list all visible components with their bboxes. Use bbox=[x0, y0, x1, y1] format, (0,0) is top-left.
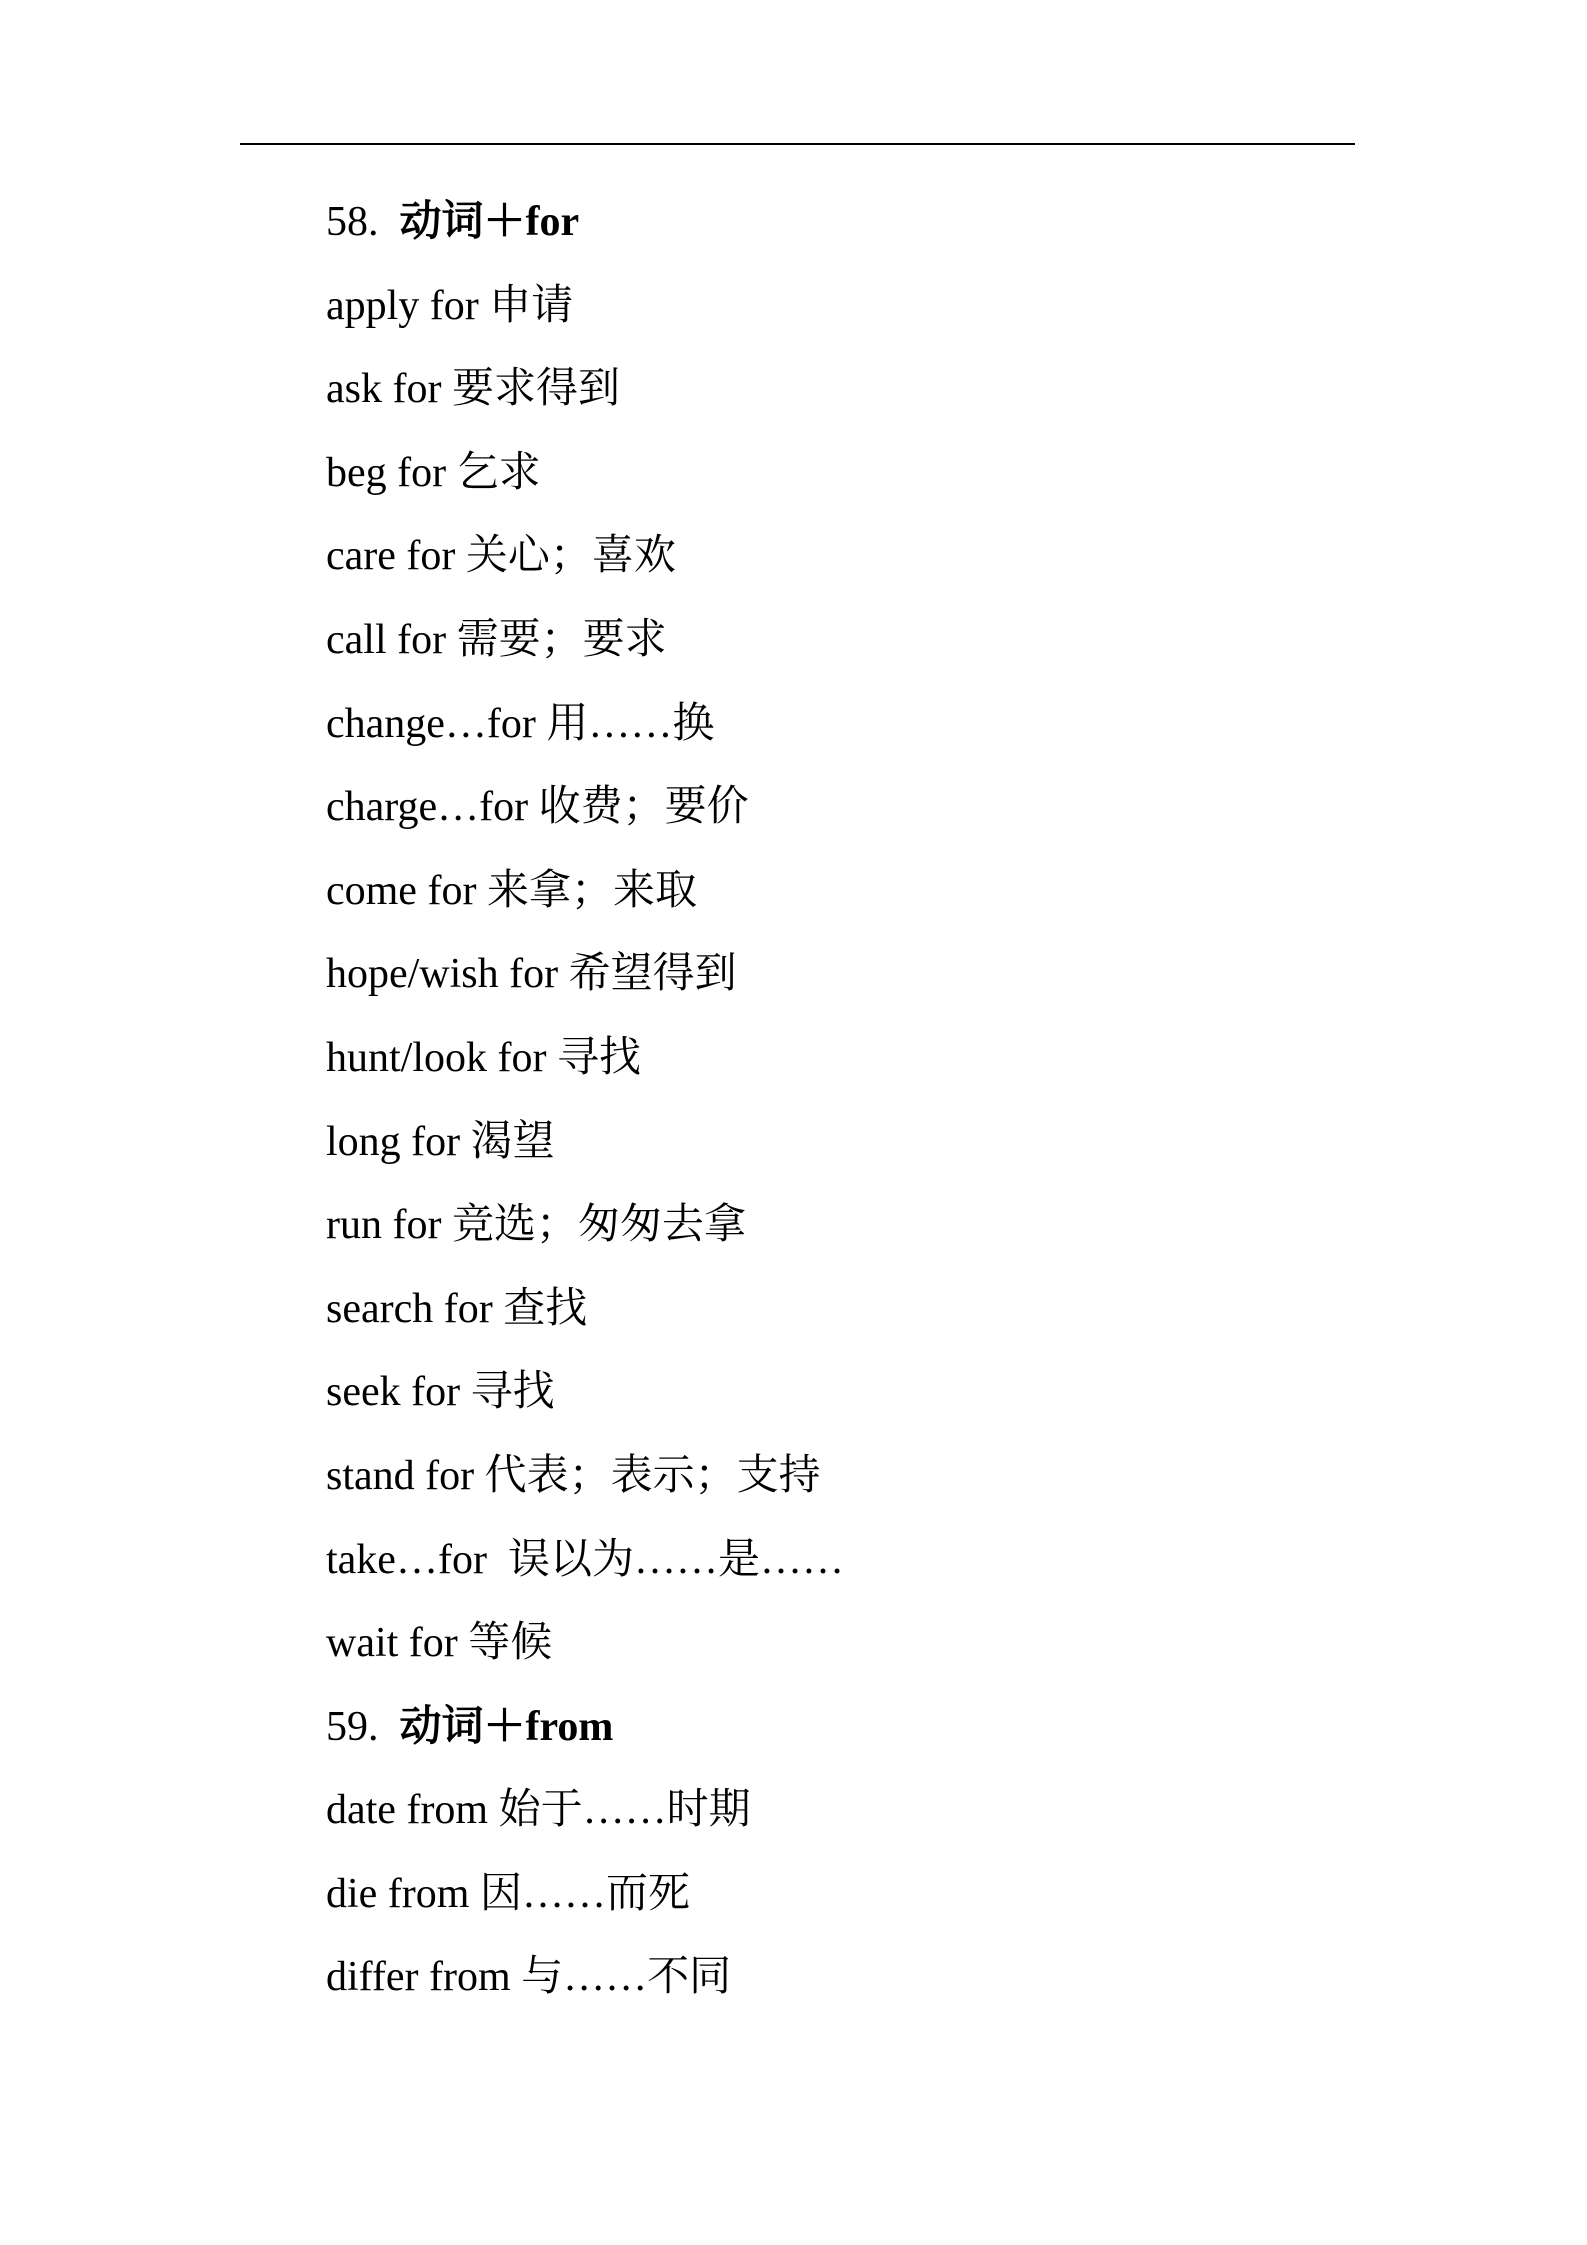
meaning: 竞选；匆匆去拿 bbox=[451, 1202, 746, 1249]
phrase: die from bbox=[326, 1870, 470, 1917]
list-item bbox=[326, 524, 1426, 608]
section-title: 动词＋from bbox=[399, 1703, 614, 1750]
meaning: 需要；要求 bbox=[456, 616, 667, 663]
list-item bbox=[326, 1444, 1426, 1528]
phrase: long for bbox=[326, 1118, 461, 1165]
meaning: 代表；表示；支持 bbox=[484, 1452, 821, 1499]
list-item bbox=[326, 1611, 1426, 1695]
list-item bbox=[326, 1862, 1426, 1946]
meaning: 渴望 bbox=[470, 1118, 555, 1165]
phrase: beg for bbox=[326, 449, 447, 496]
meaning: 来拿；来取 bbox=[486, 867, 697, 914]
phrase: call for bbox=[326, 616, 447, 663]
list-item bbox=[326, 775, 1426, 859]
phrase: differ from bbox=[326, 1954, 511, 2001]
list-item bbox=[326, 692, 1426, 776]
section-number: 58. bbox=[326, 199, 379, 245]
meaning: 用……换 bbox=[546, 700, 715, 747]
list-item bbox=[326, 859, 1426, 943]
meaning: 关心；喜欢 bbox=[465, 533, 676, 580]
phrase: change…for bbox=[326, 700, 536, 747]
list-item bbox=[326, 1277, 1426, 1361]
phrase: search for bbox=[326, 1285, 493, 1332]
meaning: 要求得到 bbox=[451, 366, 620, 413]
meaning: 寻找 bbox=[556, 1034, 641, 1081]
header-rule bbox=[240, 143, 1355, 145]
meaning: 误以为……是…… bbox=[497, 1536, 844, 1583]
phrase: come for bbox=[326, 867, 477, 914]
list-item bbox=[326, 608, 1426, 692]
meaning: 始于……时期 bbox=[498, 1787, 751, 1834]
phrase: take…for bbox=[326, 1536, 487, 1583]
list-item bbox=[326, 942, 1426, 1026]
phrase: apply for bbox=[326, 282, 479, 329]
phrase: charge…for bbox=[326, 784, 529, 831]
list-item bbox=[326, 1528, 1426, 1612]
phrase: wait for bbox=[326, 1620, 458, 1667]
meaning: 寻找 bbox=[470, 1369, 555, 1416]
section-title: 动词＋for bbox=[399, 199, 580, 245]
vocabulary-list bbox=[326, 190, 1426, 2029]
list-item bbox=[326, 1026, 1426, 1110]
list-item bbox=[326, 1193, 1426, 1277]
phrase: hope/wish for bbox=[326, 951, 559, 998]
meaning: 与……不同 bbox=[521, 1954, 732, 2001]
phrase: stand for bbox=[326, 1452, 475, 1499]
meaning: 收费；要价 bbox=[538, 784, 749, 831]
meaning: 查找 bbox=[503, 1285, 588, 1332]
section-number: 59. bbox=[326, 1703, 379, 1750]
list-item bbox=[326, 274, 1426, 358]
phrase: hunt/look for bbox=[326, 1034, 547, 1081]
section-heading bbox=[326, 190, 1426, 274]
meaning: 乞求 bbox=[456, 449, 541, 496]
meaning: 因……而死 bbox=[479, 1870, 690, 1917]
phrase: seek for bbox=[326, 1369, 461, 1416]
list-item bbox=[326, 1360, 1426, 1444]
list-item bbox=[326, 1778, 1426, 1862]
meaning: 等候 bbox=[468, 1620, 553, 1667]
list-item bbox=[326, 1110, 1426, 1194]
section-heading bbox=[326, 1695, 1426, 1779]
list-item bbox=[326, 1945, 1426, 2029]
phrase: care for bbox=[326, 533, 456, 580]
phrase: ask for bbox=[326, 366, 442, 413]
list-item bbox=[326, 357, 1426, 441]
meaning: 申请 bbox=[489, 282, 574, 329]
list-item bbox=[326, 441, 1426, 525]
phrase: run for bbox=[326, 1202, 442, 1249]
phrase: date from bbox=[326, 1787, 489, 1834]
meaning: 希望得到 bbox=[568, 951, 737, 998]
